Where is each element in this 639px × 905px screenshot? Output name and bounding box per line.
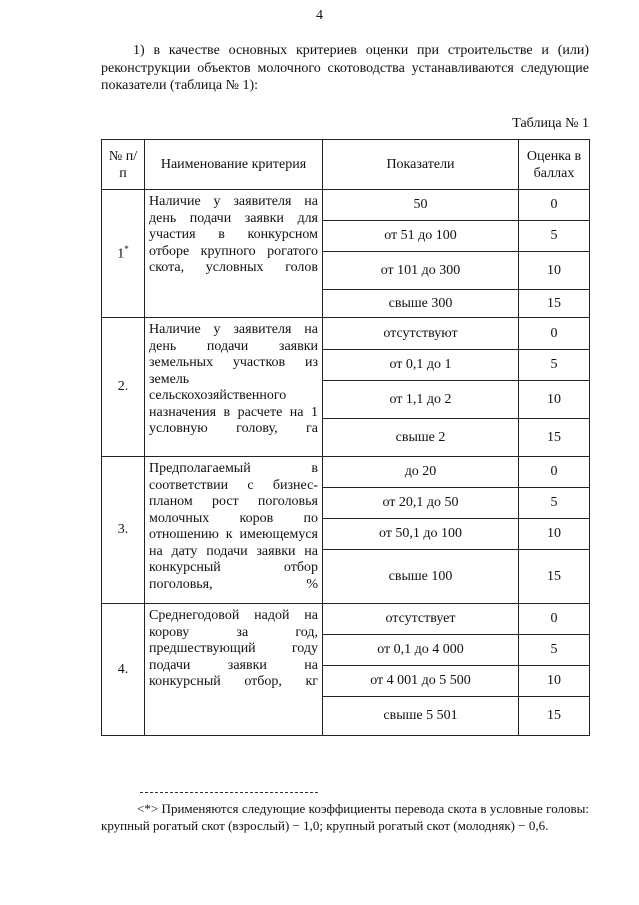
table-row [102,318,590,350]
score-cell: 5 [519,635,590,666]
table-row [102,457,590,488]
score-cell: 10 [519,252,590,290]
criterion-number: 4. [102,604,145,736]
header-score: Оценка в баллах [519,140,590,190]
footnote: <*> Применяются следующие коэффициенты перевода скота в условные головы: крупный рогатый скот (взрослый) − 1,0; крупный рогатый скот (молодняк) − 0,6. [101,801,589,833]
footnote-separator [140,792,318,793]
score-cell: 15 [519,419,590,457]
table-row [102,190,590,221]
footnote-mark: * [124,244,129,255]
indicator-cell: от 50,1 до 100 [323,519,519,550]
table-title: Таблица № 1 [512,116,589,131]
score-cell: 15 [519,290,590,318]
score-cell: 0 [519,190,590,221]
criteria-body [102,190,590,736]
criterion-name: Среднегодовой надой на корову за год, предшествующий году подачи заявки на конкурсный отбор, кг [145,604,323,736]
indicator-cell: от 0,1 до 1 [323,350,519,381]
indicator-cell: 50 [323,190,519,221]
criterion-name: Наличие у заявителя на день подачи заявки земельных участков из земель сельскохозяйственного назначения в расчете на 1 условную голову, га [145,318,323,457]
indicator-cell: свыше 300 [323,290,519,318]
score-cell: 5 [519,221,590,252]
header-name: Наименование критерия [145,140,323,190]
header-indicators: Показатели [323,140,519,190]
criterion-number: 2. [102,318,145,457]
header-num: № п/п [102,140,145,190]
criterion-name: Предполагаемый в соответствии с бизнес-планом рост поголовья молочных коров по отношению к имеющемуся на дату подачи заявки на конкурсный отбор поголовья, % [145,457,323,604]
criteria-table [101,139,590,736]
indicator-cell: от 20,1 до 50 [323,488,519,519]
score-cell: 15 [519,550,590,604]
indicator-cell: от 1,1 до 2 [323,381,519,419]
indicator-cell: отсутствуют [323,318,519,350]
score-cell: 0 [519,457,590,488]
criterion-number: 3. [102,457,145,604]
criterion-number: 1* [102,190,145,318]
score-cell: 5 [519,350,590,381]
score-cell: 0 [519,604,590,635]
indicator-cell: от 0,1 до 4 000 [323,635,519,666]
score-cell: 0 [519,318,590,350]
criterion-name: Наличие у заявителя на день подачи заявки для участия в конкурсном отборе крупного рогатого скота, условных голов [145,190,323,318]
indicator-cell: свыше 2 [323,419,519,457]
indicator-cell: от 51 до 100 [323,221,519,252]
table-row [102,604,590,635]
intro-paragraph: 1) в качестве основных критериев оценки при строительстве и (или) реконструкции объектов молочного скотоводства устанавливаются следующие показатели (таблица № 1): [101,43,589,93]
score-cell: 10 [519,666,590,697]
indicator-cell: от 101 до 300 [323,252,519,290]
indicator-cell: свыше 5 501 [323,697,519,736]
score-cell: 10 [519,381,590,419]
indicator-cell: от 4 001 до 5 500 [323,666,519,697]
indicator-cell: свыше 100 [323,550,519,604]
indicator-cell: до 20 [323,457,519,488]
score-cell: 10 [519,519,590,550]
indicator-cell: отсутствует [323,604,519,635]
score-cell: 5 [519,488,590,519]
page-number: 4 [316,8,323,23]
score-cell: 15 [519,697,590,736]
